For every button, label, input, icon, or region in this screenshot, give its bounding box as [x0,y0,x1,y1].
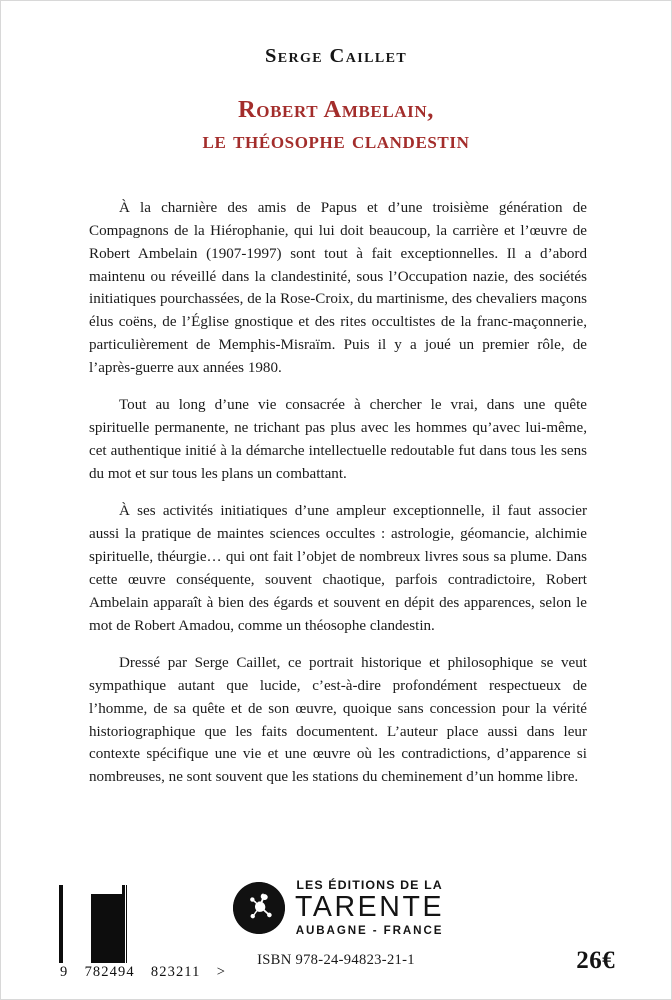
barcode-digit-group-1: 9 [60,964,69,980]
isbn-text: ISBN 978-24-94823-21-1 [257,952,415,968]
price-text: 26€ [576,947,615,974]
blurb-paragraph-2: Tout au long d’une vie consacrée à chercher le vrai, dans une quête spirituelle permanente, ne trichant pas plus avec les hommes qu’avec lui-même, cet authentique initié à la démarche intellectuelle redoutable fut dans tous les sens du mot et sur tous les plans un combattant. [89,397,587,482]
publisher-text [295,879,444,938]
blurb-paragraph-1: À la charnière des amis de Papus et d’une troisième génération de Compagnons de la Hiérophanie, qui lui doit beaucoup, la carrière et l’œuvre de Robert Ambelain (1907-1997) sont tout à fait exceptionnelles. Il a d’abord maintenu ou réveillé dans la clandestinité, sous l’Occupation nazie, des sociétés initiatiques pourchassées, de la Rose-Croix, du martinisme, des chevaliers maçons élus coëns, de l’Église gnostique et des rites occultistes de la franc-maçonnerie, particulièrement de Memphis-Misraïm. Puis il y a joué un premier rôle, de l’après-guerre aux années 1980. [89,200,587,377]
cover-header [1,45,671,156]
blurb-paragraph-4: Dressé par Serge Caillet, ce portrait historique et philosophique se veut sympathique autant que lucide, c’est-à-dire profondément respectueux de l’homme, de sa quête et de son œuvre, quoique sans concession pour la vérité historiographique que les faits documentent. L’auteur place aussi dans leur contexte spécifique une vie et une œuvre où les contradictions, d’apparence si nombreuses, ne sont souvent que les stations du cheminement d’un homme libre. [89,654,587,786]
publisher-block [233,879,444,938]
barcode-digit-group-4: > [216,964,226,980]
back-cover-blurb [89,197,587,789]
blurb-paragraph-3: À ses activités initiatiques d’une ampleur exceptionnelle, il faut associer aussi la pratique de maintes sciences occultes : astrologie, géomancie, alchimie spirituelle, théurgie… qui ont fait l’objet de nombreux livres sous sa plume. Dans cette œuvre conséquente, souvent chaotique, parfois contradictoire, Robert Ambelain apparaît à bien des égards et souvent en dépit des apparences, selon le mot de Robert Amadou, comme un théosophe clandestin. [89,503,587,634]
gecko-lizard-icon [233,882,285,934]
publisher-location: AUBAGNE - FRANCE [295,924,444,938]
book-title [1,94,671,157]
barcode-digit-group-2: 782494 [84,964,135,980]
author-name: Serge Caillet [264,45,408,67]
publisher-name: TARENTE [295,890,445,923]
barcode-digit-group-3: 823211 [150,964,201,980]
title-line-1: Robert Ambelain, [237,95,435,123]
cover-footer [1,849,671,999]
title-line-2: le théosophe clandestin [202,126,470,154]
publisher-prefix: LES ÉDITIONS DE LA [296,877,443,892]
